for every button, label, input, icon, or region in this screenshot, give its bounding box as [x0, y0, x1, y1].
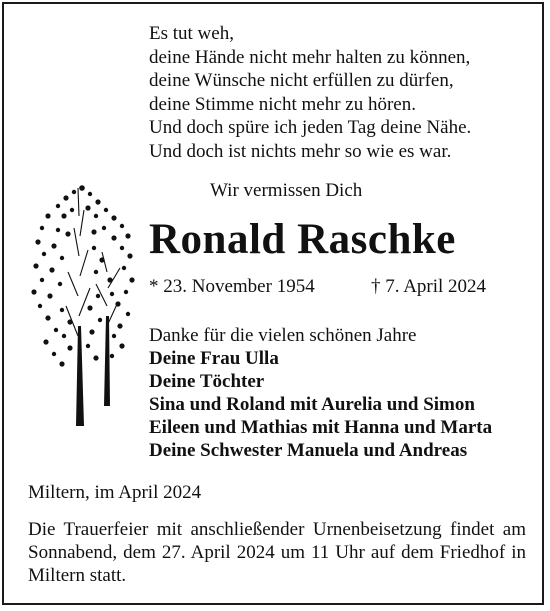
mourner-line: Deine Frau Ulla: [149, 348, 279, 369]
mourners-block: [149, 324, 492, 462]
poem-line: Und doch ist nichts mehr so wie es war.: [149, 140, 452, 162]
birch-trees-icon: [18, 176, 146, 426]
poem-line: Es tut weh,: [149, 23, 234, 44]
mourner-line: Eileen und Mathias mit Hanna und Marta: [149, 417, 493, 438]
death-date: † 7. April 2024: [371, 276, 487, 297]
poem-line: deine Stimme nicht mehr zu hören.: [149, 93, 416, 115]
thanks-intro: Danke für die vielen schönen Jahre: [149, 325, 417, 346]
poem-line: deine Wünsche nicht erfüllen zu dürfen,: [149, 70, 454, 91]
poem-line: Und doch spüre ich jeden Tag deine Nähe.: [149, 117, 472, 138]
funeral-notice: Die Trauerfeier mit anschließender Urnenbeisetzung findet am Sonnabend, dem 27. April 2024 um 11 Uhr auf dem Friedhof in Miltern statt.: [28, 519, 526, 586]
mourner-line: Deine Töchter: [149, 371, 265, 392]
deceased-name: Ronald Raschke: [149, 216, 456, 263]
place-date: Miltern, im April 2024: [28, 482, 202, 503]
poem: [149, 22, 471, 163]
obituary-card: [2, 2, 544, 605]
tribute-line: Wir vermissen Dich: [210, 180, 363, 201]
mourner-line: Deine Schwester Manuela und Andreas: [149, 440, 468, 461]
mourner-line: Sina und Roland mit Aurelia und Simon: [149, 394, 475, 415]
poem-line: deine Hände nicht mehr halten zu können,: [149, 46, 471, 68]
birth-date: * 23. November 1954: [149, 276, 315, 297]
